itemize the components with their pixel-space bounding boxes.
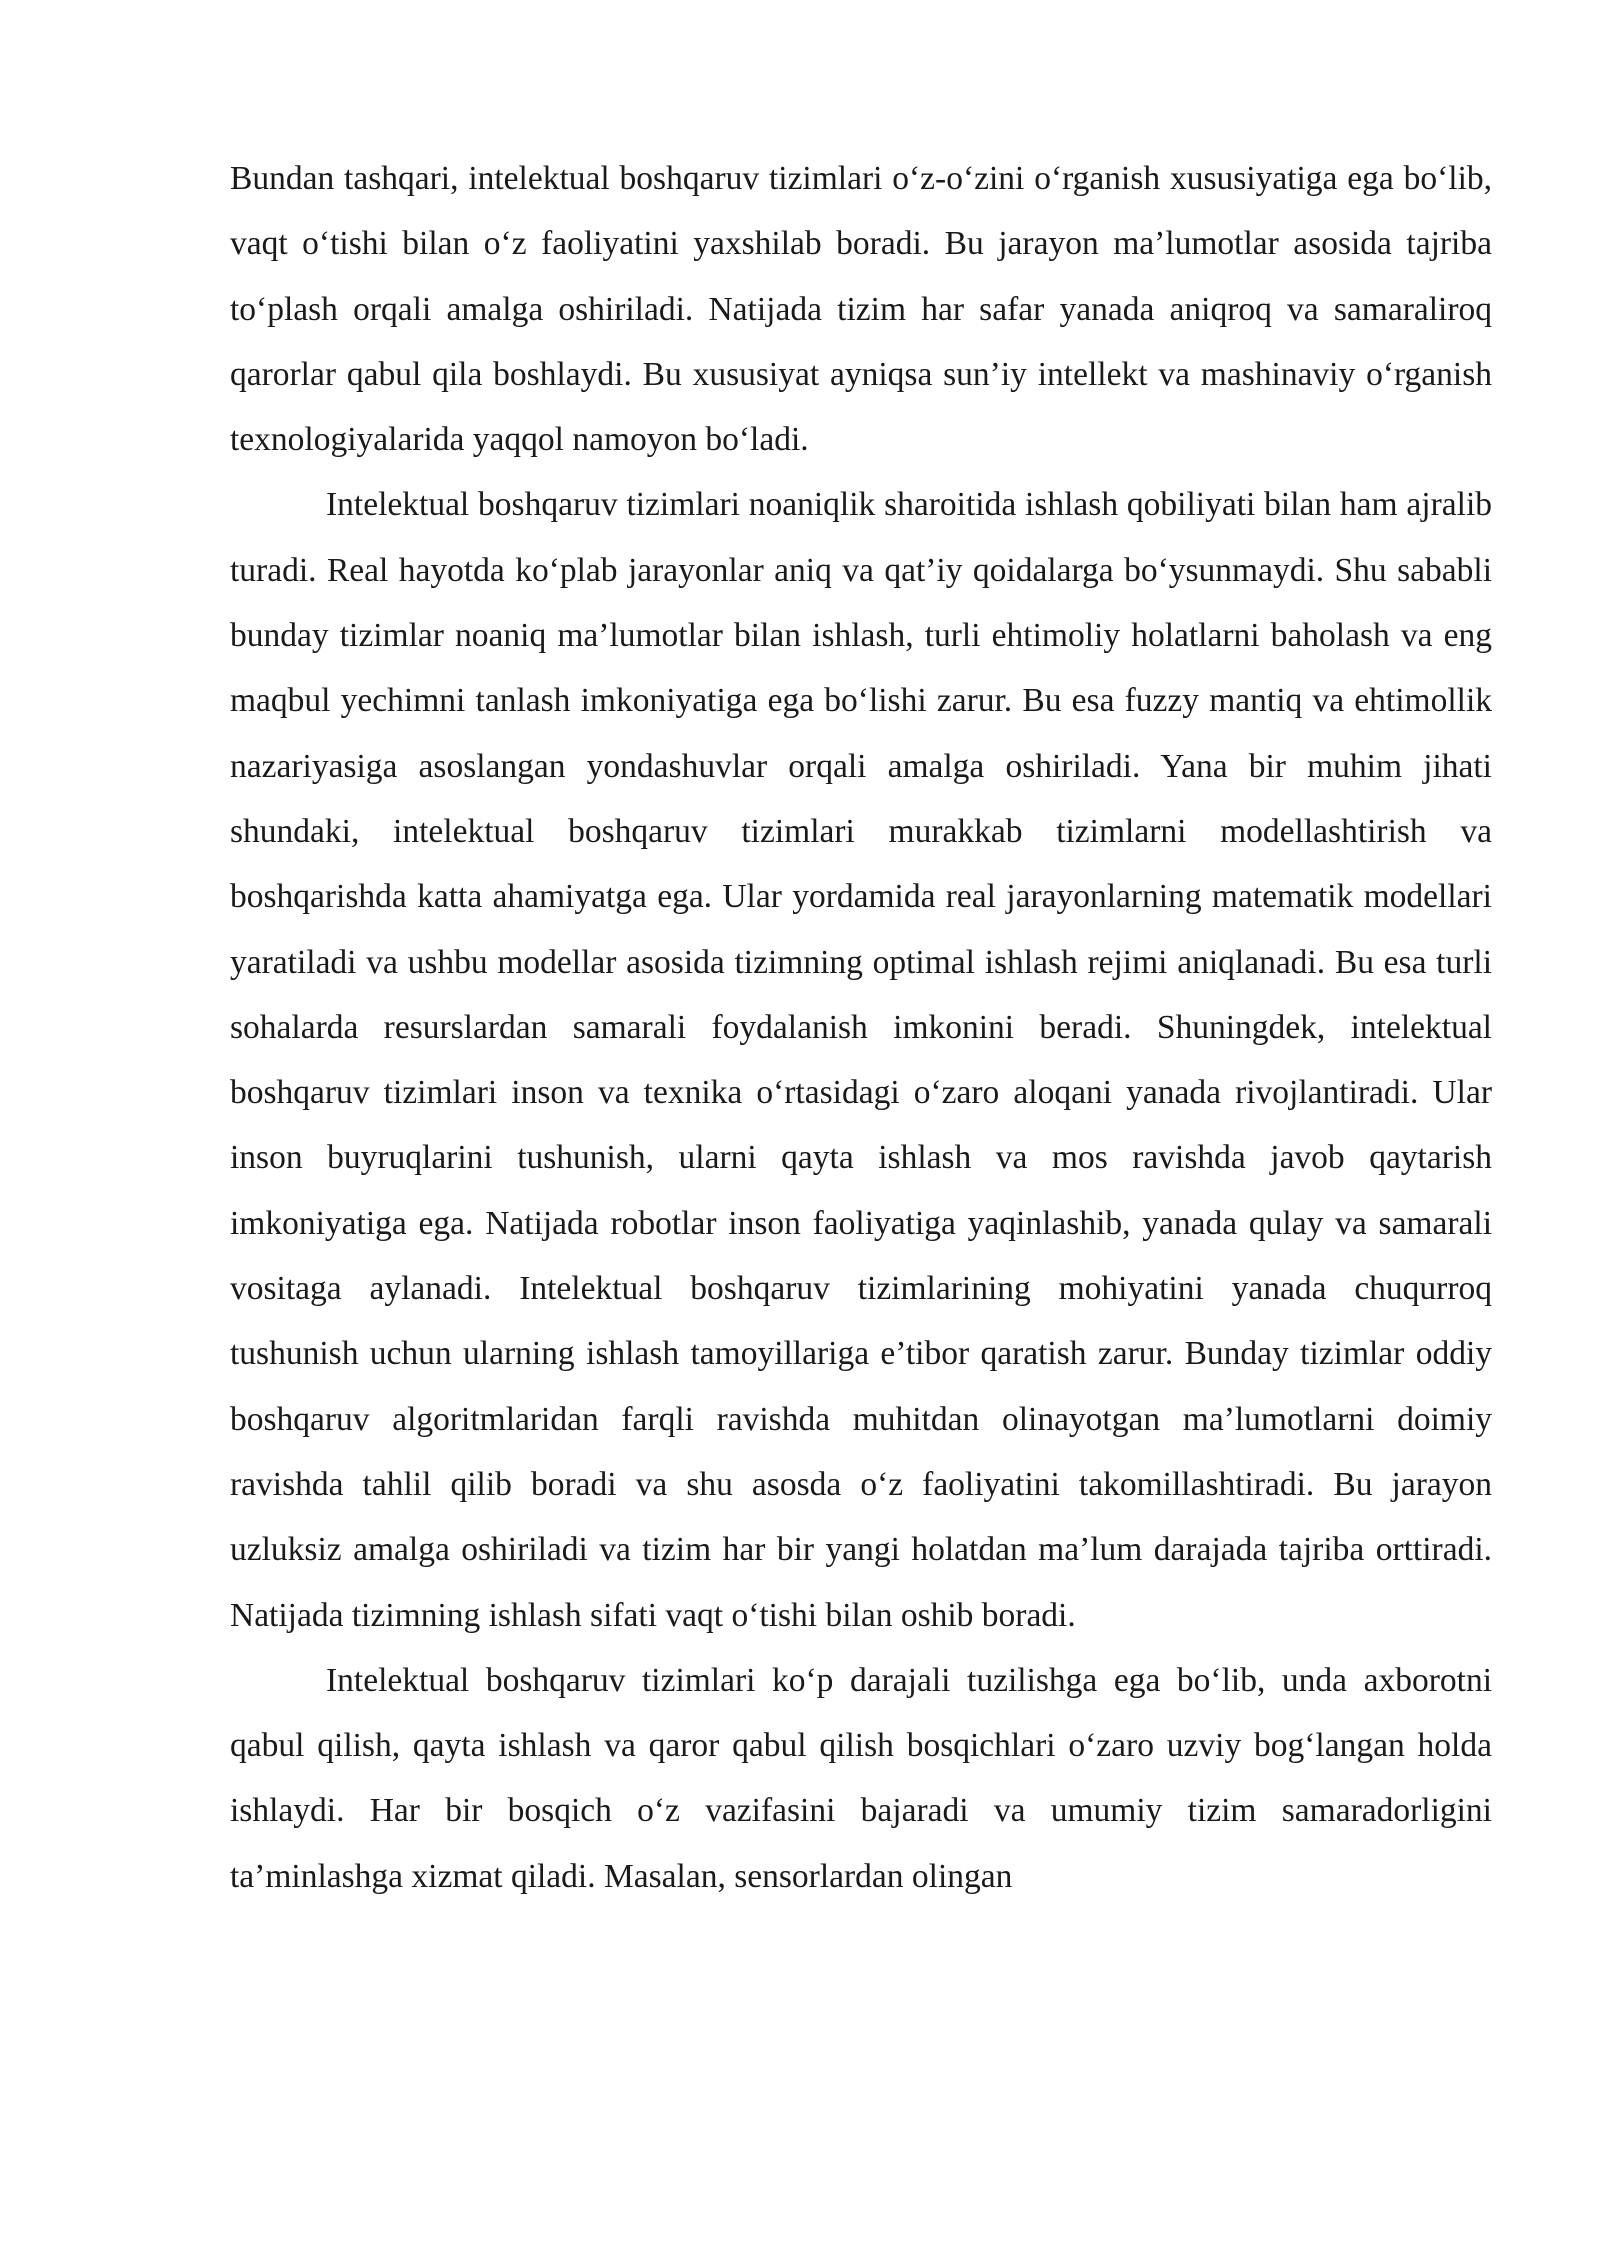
document-body	[230, 146, 1492, 1909]
paragraph: Intelektual boshqaruv tizimlari ko‘p darajali tuzilishga ega bo‘lib, unda axborotni qabul qilish, qayta ishlash va qaror qabul qilish bosqichlari o‘zaro uzviy bog‘langan holda ishlaydi. Har bir bosqich o‘z vazifasini bajaradi va umumiy tizim samaradorligini ta’minlashga xizmat qiladi. Masalan, sensorlardan olingan	[230, 1661, 1492, 1895]
paragraph: Intelektual boshqaruv tizimlari noaniqlik sharoitida ishlash qobiliyati bilan ham ajralib turadi. Real hayotda ko‘plab jarayonlar aniq va qat’iy qoidalarga bo‘ysunmaydi. Shu sababli bunday tizimlar noaniq ma’lumotlar bilan ishlash, turli ehtimoliy holatlarni baholash va eng maqbul yechimni tanlash imkoniyatiga ega bo‘lishi zarur. Bu esa fuzzy mantiq va ehtimollik nazariyasiga asoslangan yondashuvlar orqali amalga oshiriladi. Yana bir muhim jihati shundaki, intelektual boshqaruv tizimlari murakkab tizimlarni modellashtirish va boshqarishda katta ahamiyatga ega. Ular yordamida real jarayonlarning matematik modellari yaratiladi va ushbu modellar asosida tizimning optimal ishlash rejimi aniqlanadi. Bu esa turli sohalarda resurslardan samarali foydalanish imkonini beradi. Shuningdek, intelektual boshqaruv tizimlari inson va texnika o‘rtasidagi o‘zaro aloqani yanada rivojlantiradi. Ular inson buyruqlarini tushunish, ularni qayta ishlash va mos ravishda javob qaytarish imkoniyatiga ega. Natijada robotlar inson faoliyatiga yaqinlashib, yanada qulay va samarali vositaga aylanadi. Intelektual boshqaruv tizimlarining mohiyatini yanada chuqurroq tushunish uchun ularning ishlash tamoyillariga e’tibor qaratish zarur. Bunday tizimlar oddiy boshqaruv algoritmlaridan farqli ravishda muhitdan olinayotgan ma’lumotlarni doimiy ravishda tahlil qilib boradi va shu asosda o‘z faoliyatini takomillashtiradi. Bu jarayon uzluksiz amalga oshiriladi va tizim har bir yangi holatdan ma’lum darajada tajriba orttiradi. Natijada tizimning ishlash sifati vaqt o‘tishi bilan oshib boradi.	[230, 486, 1492, 1634]
paragraph-continuation: Bundan tashqari, intelektual boshqaruv tizimlari o‘z-o‘zini o‘rganish xususiyatiga ega bo‘lib, vaqt o‘tishi bilan o‘z faoliyatini yaxshilab boradi. Bu jarayon ma’lumotlar asosida tajriba to‘plash orqali amalga oshiriladi. Natijada tizim har safar yanada aniqroq va samaraliroq qarorlar qabul qila boshlaydi. Bu xususiyat ayniqsa sun’iy intellekt va mashinaviy o‘rganish texnologiyalarida yaqqol namoyon bo‘ladi.	[230, 160, 1492, 459]
